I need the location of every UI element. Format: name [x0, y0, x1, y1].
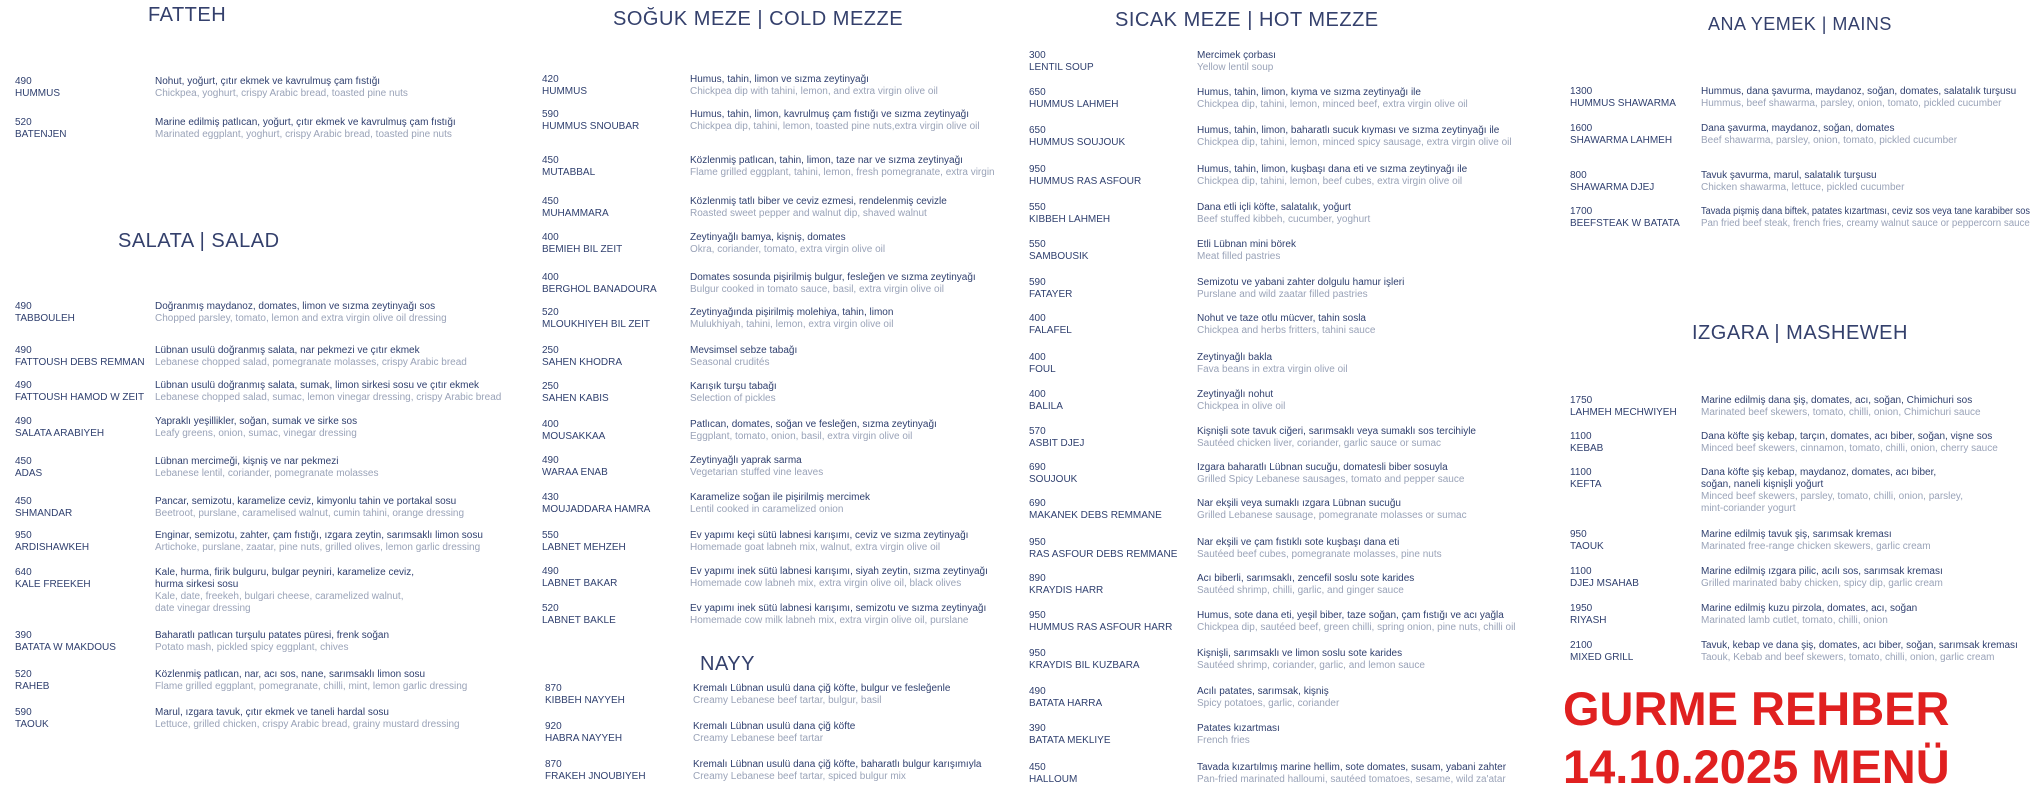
item-description-tr: Mevsimsel sebze tabağı: [690, 345, 798, 356]
item-description-en: Grilled Spicy Lebanese sausages, tomato and pepper sauce: [1197, 474, 1465, 485]
item-name: BEEFSTEAK W BATATA: [1570, 218, 1680, 229]
item-description-en: Lettuce, grilled chicken, crispy Arabic bread, grainy mustard dressing: [155, 719, 460, 730]
item-description-tr: Közlenmiş tatlı biber ve ceviz ezmesi, rendelenmiş cevizle: [690, 196, 947, 207]
item-description-en: Fava beans in extra virgin olive oil: [1197, 364, 1348, 375]
item-description-tr: Lübnan mercimeği, kişniş ve nar pekmezi: [155, 456, 339, 467]
item-description-en: Marinated lamb cutlet, tomato, chilli, onion: [1701, 615, 1888, 626]
item-description-en: Lebanese chopped salad, pomegranate molasses, crispy Arabic bread: [155, 357, 467, 368]
item-description-tr: Ev yapımı inek sütü labnesi karışımı, siyah zeytin, sızma zeytinyağı: [690, 566, 988, 577]
gurme-rehber-stamp: [1563, 680, 1950, 796]
item-name: SHMANDAR: [15, 508, 73, 519]
item-description-tr: Humus, tahin, limon ve sızma zeytinyağı: [690, 74, 869, 85]
item-description-tr: Domates sosunda pişirilmiş bulgur, fesleğen ve sızma zeytinyağı: [690, 272, 976, 283]
item-description-tr: Marine edilmiş ızgara pilic, acılı sos, sarımsak kreması: [1701, 566, 1943, 577]
item-description-tr: Karışık turşu tabağı: [690, 381, 777, 392]
item-price: 800: [1570, 170, 1587, 181]
item-description-tr: Zeytinyağlı nohut: [1197, 389, 1274, 400]
salata-title: SALATA | SALAD: [118, 230, 280, 252]
item-name: RAS ASFOUR DEBS REMMANE: [1029, 549, 1178, 560]
item-description-en: Pan fried beef steak, french fries, creamy walnut sauce or peppercorn sauce: [1701, 218, 2030, 229]
item-description-tr: Dana köfte şiş kebap, maydanoz, domates, acı biber,: [1701, 467, 1937, 478]
item-description-tr: Dana köfte şiş kebap, tarçın, domates, acı biber, soğan, vişne sos: [1701, 431, 1993, 442]
item-description-en: Minced beef skewers, cinnamon, tomato, chilli, onion, cherry sauce: [1701, 443, 1998, 454]
item-description-en: Homemade goat labneh mix, walnut, extra virgin olive oil: [690, 542, 941, 553]
item-name: SALATA ARABIYEH: [15, 428, 105, 439]
grill-title: IZGARA | MASHEWEH: [1692, 322, 1908, 344]
item-description-tr: Kremalı Lübnan usulü dana çiğ köfte, bulgur ve fesleğenle: [693, 683, 951, 694]
item-name: WARAA ENAB: [542, 467, 608, 478]
cold-mezze-title: SOĞUK MEZE | COLD MEZZE: [613, 8, 904, 30]
item-description-en: Okra, coriander, tomato, extra virgin olive oil: [690, 244, 886, 255]
item-description-tr: Lübnan usulü doğranmış salata, sumak, limon sirkesi sosu ve çıtır ekmek: [155, 380, 480, 391]
item-price: 650: [1029, 87, 1046, 98]
item-description-en: Hummus, beef shawarma, parsley, onion, tomato, pickled cucumber: [1701, 98, 2002, 109]
item-price: 950: [1029, 164, 1046, 175]
item-description-tr: Zeytinyağlı bakla: [1197, 352, 1273, 363]
item-price: 250: [542, 345, 559, 356]
item-description-en: Chickpea and herbs fritters, tahini sauce: [1197, 325, 1376, 336]
item-description-tr: Izgara baharatlı Lübnan sucuğu, domatesli biber sosuyla: [1197, 462, 1448, 473]
item-description-tr: Marine edilmiş dana şiş, domates, acı, soğan, Chimichuri sos: [1701, 395, 1973, 406]
item-name: MOUSAKKAA: [542, 431, 606, 442]
item-name: HUMMUS: [15, 88, 60, 99]
item-price: 490: [15, 345, 32, 356]
item-description-en: Leafy greens, onion, sumac, vinegar dressing: [155, 428, 357, 439]
item-price: 250: [542, 381, 559, 392]
item-price: 2100: [1570, 640, 1593, 651]
item-description-tr: Baharatlı patlıcan turşulu patates püresi, frenk soğan: [155, 630, 390, 641]
item-price: 520: [15, 117, 32, 128]
item-description-tr: Enginar, semizotu, zahter, çam fıstığı, ızgara zeytin, sarımsaklı limon sosu: [155, 530, 483, 541]
item-name: HUMMUS LAHMEH: [1029, 99, 1119, 110]
item-price: 1950: [1570, 603, 1593, 614]
item-price: 550: [542, 530, 559, 541]
item-name: BATATA MEKLIYE: [1029, 735, 1111, 746]
item-name: KEFTA: [1570, 479, 1602, 490]
item-description-en: Pan-fried marinated halloumi, sautéed tomatoes, sesame, wild za'atar: [1197, 774, 1506, 785]
item-description-en: Creamy Lebanese beef tartar, bulgur, basil: [693, 695, 882, 706]
item-description-en: Creamy Lebanese beef tartar: [693, 733, 824, 744]
item-price: 1600: [1570, 123, 1593, 134]
item-name: LABNET BAKLE: [542, 615, 616, 626]
item-description-tr: Kale, hurma, firik bulguru, bulgar peyniri, karamelize ceviz,: [155, 567, 414, 578]
item-description-tr: Dana şavurma, maydanoz, soğan, domates: [1701, 123, 1895, 134]
item-name: ASBIT DJEJ: [1029, 438, 1085, 449]
item-price: 450: [542, 196, 559, 207]
item-name: FOUL: [1029, 364, 1056, 375]
item-name: BATENJEN: [15, 129, 67, 140]
item-name: HUMMUS: [542, 86, 587, 97]
item-name: KALE FREEKEH: [15, 579, 91, 590]
item-name: KEBAB: [1570, 443, 1604, 454]
item-price: 400: [1029, 389, 1046, 400]
item-description-tr: Nar ekşili ve çam fıstıklı sote kuşbaşı dana eti: [1197, 537, 1400, 548]
item-price: 490: [15, 416, 32, 427]
item-description-en: Lebanese lentil, coriander, pomegranate molasses: [155, 468, 379, 479]
item-description-tr: Acılı patates, sarımsak, kişniş: [1197, 686, 1329, 697]
item-description-tr: Kremalı Lübnan usulü dana çiğ köfte, baharatlı bulgur karışımıyla: [693, 759, 982, 770]
item-price: 400: [1029, 313, 1046, 324]
item-description-tr: Tavuk şavurma, marul, salatalık turşusu: [1701, 170, 1877, 181]
item-name: TAOUK: [1570, 541, 1604, 552]
item-price: 950: [15, 530, 32, 541]
item-price: 950: [1029, 537, 1046, 548]
item-price: 490: [15, 76, 32, 87]
item-description-en: Lebanese chopped salad, sumac, lemon vinegar dressing, crispy Arabic bread: [155, 392, 502, 403]
item-description-tr: Tavada kızartılmış marine hellim, sote domates, susam, yabani zahter: [1197, 762, 1507, 773]
item-description-en: Chopped parsley, tomato, lemon and extra virgin olive oil dressing: [155, 313, 447, 324]
item-description-tr: Karamelize soğan ile pişirilmiş mercimek: [690, 492, 871, 503]
item-name: BERGHOL BANADOURA: [542, 284, 657, 295]
item-price: 450: [542, 155, 559, 166]
item-description-tr: Semizotu ve yabani zahter dolgulu hamur işleri: [1197, 277, 1405, 288]
item-price: 590: [1029, 277, 1046, 288]
item-description-en: Meat filled pastries: [1197, 251, 1281, 262]
item-description-tr: Pancar, semizotu, karamelize ceviz, kimyonlu tahin ve portakal sosu: [155, 496, 457, 507]
item-description-tr: Nar ekşili veya sumaklı ızgara Lübnan sucuğu: [1197, 498, 1401, 509]
item-price: 450: [1029, 762, 1046, 773]
item-description-en: Seasonal crudités: [690, 357, 770, 368]
item-description-en: Artichoke, purslane, zaatar, pine nuts, grilled olives, lemon garlic dressing: [155, 542, 481, 553]
item-description-tr: Humus, tahin, limon, kıyma ve sızma zeytinyağı ile: [1197, 87, 1421, 98]
item-description-en: Sautéed beef cubes, pomegranate molasses, pine nuts: [1197, 549, 1442, 560]
item-description-en: Flame grilled eggplant, pomegranate, chilli, mint, lemon garlic dressing: [155, 681, 468, 692]
item-price: 690: [1029, 462, 1046, 473]
hot-mezze-title: SICAK MEZE | HOT MEZZE: [1115, 9, 1379, 31]
item-price: 950: [1029, 610, 1046, 621]
item-description-tr: Marine edilmiş tavuk şiş, sarımsak kreması: [1701, 529, 1892, 540]
item-name: TABBOULEH: [15, 313, 75, 324]
item-description-en: Sautéed shrimp, chilli, garlic, and ginger sauce: [1197, 585, 1404, 596]
item-name: SAMBOUSIK: [1029, 251, 1089, 262]
item-description-en: Lentil cooked in caramelized onion: [690, 504, 844, 515]
item-description-en-line2: mint-coriander yogurt: [1701, 503, 1796, 514]
item-description-en: Selection of pickles: [690, 393, 776, 404]
item-name: SHAWARMA DJEJ: [1570, 182, 1655, 193]
item-price: 920: [545, 721, 562, 732]
item-description-en: Purslane and wild zaatar filled pastries: [1197, 289, 1368, 300]
item-description-en: Chickpea dip, tahini, lemon, minced spicy sausage, extra virgin olive oil: [1197, 137, 1512, 148]
item-description-en: Bulgur cooked in tomato sauce, basil, extra virgin olive oil: [690, 284, 945, 295]
item-description-tr: Nohut ve taze otlu mücver, tahin sosla: [1197, 313, 1366, 324]
item-name: MLOUKHIYEH BIL ZEIT: [542, 319, 650, 330]
item-price: 300: [1029, 50, 1046, 61]
item-description-tr: Marine edilmiş kuzu pirzola, domates, acı, soğan: [1701, 603, 1918, 614]
item-price: 1700: [1570, 206, 1593, 217]
item-description-en: Chicken shawarma, lettuce, pickled cucumber: [1701, 182, 1905, 193]
item-price: 520: [542, 307, 559, 318]
item-price: 650: [1029, 125, 1046, 136]
item-name: MAKANEK DEBS REMMANE: [1029, 510, 1162, 521]
item-name: KRAYDIS BIL KUZBARA: [1029, 660, 1140, 671]
item-name: LENTIL SOUP: [1029, 62, 1094, 73]
item-description-en: Chickpea, yoghurt, crispy Arabic bread, toasted pine nuts: [155, 88, 408, 99]
item-price: 400: [542, 232, 559, 243]
item-description-tr: Zeytinyağlı yaprak sarma: [690, 455, 802, 466]
item-description-en: Marinated beef skewers, tomato, chilli, onion, Chimichuri sauce: [1701, 407, 1981, 418]
item-description-en: Mulukhiyah, tahini, lemon, extra virgin olive oil: [690, 319, 894, 330]
item-price: 520: [15, 669, 32, 680]
item-price: 450: [15, 456, 32, 467]
item-price: 400: [542, 419, 559, 430]
item-description-en: Grilled marinated baby chicken, spicy dip, garlic cream: [1701, 578, 1943, 589]
item-price: 490: [15, 380, 32, 391]
item-description-tr: Doğranmış maydanoz, domates, limon ve sızma zeytinyağı sos: [155, 301, 436, 312]
item-description-tr: Ev yapımı inek sütü labnesi karışımı, semizotu ve sızma zeytinyağı: [690, 603, 987, 614]
nayy-title: NAYY: [700, 653, 755, 675]
fatteh-title: FATTEH: [148, 4, 227, 26]
item-price: 520: [542, 603, 559, 614]
item-price: 1100: [1570, 467, 1592, 478]
item-name: HABRA NAYYEH: [545, 733, 623, 744]
item-name: BEMIEH BIL ZEIT: [542, 244, 623, 255]
item-name: ARDISHAWKEH: [15, 542, 90, 553]
item-name: FATAYER: [1029, 289, 1073, 300]
item-description-en: Minced beef skewers, parsley, tomato, chilli, onion, parsley,: [1701, 491, 1963, 502]
item-name: TAOUK: [15, 719, 49, 730]
item-name: KIBBEH LAHMEH: [1029, 214, 1111, 225]
item-description-tr: Humus, sote dana eti, yeşil biber, taze soğan, çam fıstığı ve acı yağla: [1197, 610, 1504, 621]
stamp-line-2: 14.10.2025 MENÜ: [1563, 740, 1950, 793]
item-description-en: Eggplant, tomato, onion, basil, extra virgin olive oil: [690, 431, 913, 442]
item-description-en: Chickpea in olive oil: [1197, 401, 1286, 412]
item-description-en: Marinated free-range chicken skewers, garlic cream: [1701, 541, 1931, 552]
item-description-en: Chickpea dip, tahini, lemon, beef cubes, extra virgin olive oil: [1197, 176, 1463, 187]
item-price: 400: [1029, 352, 1046, 363]
item-price: 870: [545, 683, 562, 694]
item-description-en: Yellow lentil soup: [1197, 62, 1274, 73]
item-price: 1750: [1570, 395, 1593, 406]
item-name: KIBBEH NAYYEH: [545, 695, 625, 706]
item-price: 490: [15, 301, 32, 312]
item-name: HUMMUS SNOUBAR: [542, 121, 640, 132]
item-price: 390: [15, 630, 32, 641]
item-description-tr: Yapraklı yeşillikler, soğan, sumak ve sirke sos: [155, 416, 358, 427]
item-name: MUTABBAL: [542, 167, 596, 178]
item-description-tr: Nohut, yoğurt, çıtır ekmek ve kavrulmuş çam fıstığı: [155, 76, 381, 87]
item-description-en: Beef stuffed kibbeh, cucumber, yoghurt: [1197, 214, 1371, 225]
item-name: BATATA HARRA: [1029, 698, 1103, 709]
item-price: 1100: [1570, 566, 1592, 577]
item-price: 950: [1029, 648, 1046, 659]
item-name: BATATA W MAKDOUS: [15, 642, 116, 653]
item-name: SAHEN KABIS: [542, 393, 609, 404]
item-price: 550: [1029, 239, 1046, 250]
item-name: LAHMEH MECHWIYEH: [1570, 407, 1677, 418]
item-description-tr: Marul, ızgara tavuk, çıtır ekmek ve taneli hardal sosu: [155, 707, 389, 718]
item-description-en-line2: date vinegar dressing: [155, 603, 251, 614]
item-description-tr: Zeytinyağlı bamya, kişniş, domates: [690, 232, 846, 243]
item-description-tr: Humus, tahin, limon, baharatlı sucuk kıyması ve sızma zeytinyağı ile: [1197, 125, 1500, 136]
item-price: 890: [1029, 573, 1046, 584]
item-description-tr: Zeytinyağında pişirilmiş molehiya, tahin, limon: [690, 307, 894, 318]
item-name: ADAS: [15, 468, 43, 479]
item-description-tr: Humus, tahin, limon, kavrulmuş çam fıstığı ve sızma zeytinyağı: [690, 109, 969, 120]
item-price: 490: [542, 455, 559, 466]
item-description-en: Chickpea dip, tahini, lemon, minced beef, extra virgin olive oil: [1197, 99, 1468, 110]
item-description-tr: Tavada pişmiş dana biftek, patates kızartması, ceviz sos veya tane karabiber sos: [1701, 206, 2030, 217]
item-name: HALLOUM: [1029, 774, 1078, 785]
item-name: HUMMUS SOUJOUK: [1029, 137, 1126, 148]
item-description-en: Flame grilled eggplant, tahini, lemon, fresh pomegranate, extra virgin: [690, 167, 995, 178]
item-price: 490: [1029, 686, 1046, 697]
item-price: 400: [542, 272, 559, 283]
item-price: 950: [1570, 529, 1587, 540]
item-description-tr: Humus, tahin, limon, kuşbaşı dana eti ve sızma zeytinyağı ile: [1197, 164, 1468, 175]
item-name: SHAWARMA LAHMEH: [1570, 135, 1673, 146]
item-description-en: Beef shawarma, parsley, onion, tomato, pickled cucumber: [1701, 135, 1958, 146]
item-description-en: Chickpea dip with tahini, lemon, and extra virgin olive oil: [690, 86, 938, 97]
item-name: MOUJADDARA HAMRA: [542, 504, 651, 515]
item-description-tr: Dana etli içli köfte, salatalık, yoğurt: [1197, 202, 1351, 213]
item-description-en: Grilled Lebanese sausage, pomegranate molasses or sumac: [1197, 510, 1467, 521]
item-price: 390: [1029, 723, 1046, 734]
item-name: RIYASH: [1570, 615, 1607, 626]
item-description-en: Sautéed shrimp, coriander, garlic, and lemon sauce: [1197, 660, 1425, 671]
item-price: 1100: [1570, 431, 1592, 442]
item-name: DJEJ MSAHAB: [1570, 578, 1639, 589]
item-description-en: Homemade cow labneh mix, extra virgin olive oil, black olives: [690, 578, 962, 589]
item-price: 450: [15, 496, 32, 507]
item-name: SAHEN KHODRA: [542, 357, 623, 368]
item-price: 490: [542, 566, 559, 577]
item-name: LABNET MEHZEH: [542, 542, 626, 553]
item-description-tr: Hummus, dana şavurma, maydanoz, soğan, domates, salatalık turşusu: [1701, 86, 2017, 97]
item-description-tr: Acı biberli, sarımsaklı, zencefil soslu sote karides: [1197, 573, 1415, 584]
item-name: MUHAMMARA: [542, 208, 609, 219]
item-description-tr: Közlenmiş patlıcan, tahin, limon, taze nar ve sızma zeytinyağı: [690, 155, 963, 166]
item-price: 690: [1029, 498, 1046, 509]
item-description-en: Taouk, Kebab and beef skewers, tomato, chilli, onion, garlic cream: [1701, 652, 1995, 663]
item-description-en: French fries: [1197, 735, 1250, 746]
item-price: 590: [15, 707, 32, 718]
item-description-en: Beetroot, purslane, caramelised walnut, cumin tahini, orange dressing: [155, 508, 465, 519]
item-price: 1300: [1570, 86, 1593, 97]
mains-title: ANA YEMEK | MAINS: [1708, 14, 1892, 34]
item-description-en: Vegetarian stuffed vine leaves: [690, 467, 824, 478]
item-description-tr: Patlıcan, domates, soğan ve fesleğen, sızma zeytinyağı: [690, 419, 937, 430]
item-description-en: Marinated eggplant, yoghurt, crispy Arabic bread, toasted pine nuts: [155, 129, 452, 140]
item-description-en: Roasted sweet pepper and walnut dip, shaved walnut: [690, 208, 927, 219]
item-description-tr: Ev yapımı keçi sütü labnesi karışımı, ceviz ve sızma zeytinyağı: [690, 530, 969, 541]
item-description-en: Creamy Lebanese beef tartar, spiced bulgur mix: [693, 771, 906, 782]
item-description-tr: Közlenmiş patlıcan, nar, acı sos, nane, sarımsaklı limon sosu: [155, 669, 426, 680]
item-description-tr: Lübnan usulü doğranmış salata, nar pekmezi ve çıtır ekmek: [155, 345, 420, 356]
item-description-tr-line2: hurma sirkesi sosu: [155, 579, 239, 590]
item-description-tr-line2: soğan, naneli kişnişli yoğurt: [1701, 479, 1824, 490]
item-name: FALAFEL: [1029, 325, 1072, 336]
item-name: KRAYDIS HARR: [1029, 585, 1104, 596]
item-description-tr: Tavuk, kebap ve dana şiş, domates, acı biber, soğan, sarımsak kreması: [1701, 640, 2018, 651]
item-description-tr: Kişnişli, sarımsaklı ve limon soslu sote karides: [1197, 648, 1403, 659]
item-description-tr: Marine edilmiş patlıcan, yoğurt, çıtır ekmek ve kavrulmuş çam fıstığı: [155, 117, 456, 128]
item-price: 870: [545, 759, 562, 770]
item-price: 590: [542, 109, 559, 120]
item-description-en: Homemade cow milk labneh mix, extra virgin olive oil, purslane: [690, 615, 969, 626]
stamp-line-1: GURME REHBER: [1563, 682, 1950, 735]
item-name: MIXED GRILL: [1570, 652, 1634, 663]
item-description-tr: Patates kızartması: [1197, 723, 1280, 734]
item-description-en: Sautéed chicken liver, coriander, garlic sauce or sumac: [1197, 438, 1442, 449]
item-price: 640: [15, 567, 32, 578]
item-description-tr: Kişnişli sote tavuk ciğeri, sarımsaklı veya sumaklı sos tercihiyle: [1197, 426, 1476, 437]
item-name: FATTOUSH DEBS REMMAN: [15, 357, 145, 368]
item-price: 550: [1029, 202, 1046, 213]
item-name: RAHEB: [15, 681, 50, 692]
item-name: HUMMUS RAS ASFOUR: [1029, 176, 1142, 187]
item-price: 420: [542, 74, 559, 85]
item-description-en: Chickpea dip, tahini, lemon, toasted pine nuts,extra virgin olive oil: [690, 121, 980, 132]
item-name: BALILA: [1029, 401, 1063, 412]
item-description-en: Spicy potatoes, garlic, coriander: [1197, 698, 1340, 709]
item-description-en: Kale, date, freekeh, bulgari cheese, caramelized walnut,: [155, 591, 404, 602]
item-name: HUMMUS SHAWARMA: [1570, 98, 1676, 109]
item-price: 430: [542, 492, 559, 503]
item-name: LABNET BAKAR: [542, 578, 618, 589]
item-price: 570: [1029, 426, 1046, 437]
item-description-tr: Kremalı Lübnan usulü dana çiğ köfte: [693, 721, 856, 732]
item-description-en: Potato mash, pickled spicy eggplant, chives: [155, 642, 349, 653]
item-description-en: Chickpea dip, sautéed beef, green chilli, spring onion, pine nuts, chilli oil: [1197, 622, 1516, 633]
item-name: FRAKEH JNOUBIYEH: [545, 771, 646, 782]
item-name: HUMMUS RAS ASFOUR HARR: [1029, 622, 1173, 633]
item-description-tr: Etli Lübnan mini börek: [1197, 239, 1296, 250]
item-name: FATTOUSH HAMOD W ZEIT: [15, 392, 145, 403]
item-description-tr: Mercimek çorbası: [1197, 50, 1276, 61]
item-name: SOUJOUK: [1029, 474, 1078, 485]
